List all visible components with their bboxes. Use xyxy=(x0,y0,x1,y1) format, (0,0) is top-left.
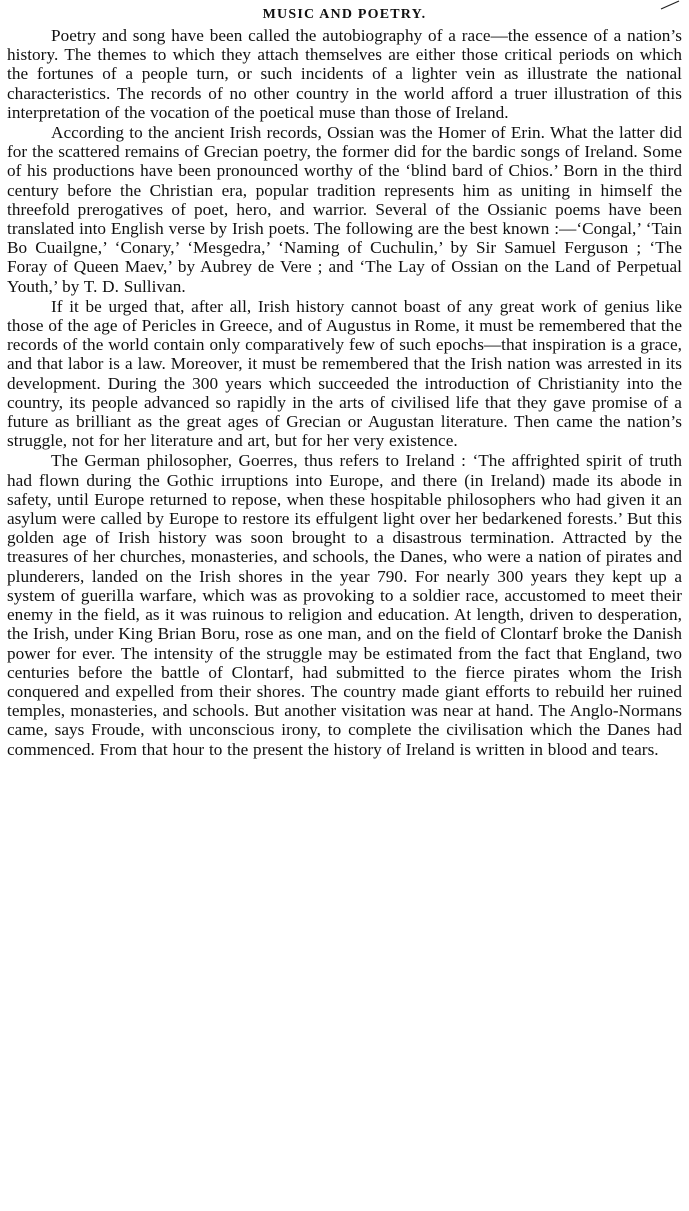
pencil-mark-icon xyxy=(659,0,681,10)
page-heading: MUSIC AND POETRY. xyxy=(262,7,427,22)
paragraph-1: Poetry and song have been called the autobiography of a race—the essence of a nation’s history. The themes to which they attach themselves are either those critical periods on which the fortunes of a people turn, or such incidents of a lighter vein as illustrate the national characteristics. The records of no other country in the world afford a truer illustration of this interpretation of the vocation of the poetical muse than those of Ireland. xyxy=(7,26,682,122)
paragraph-2: According to the ancient Irish records, Ossian was the Homer of Erin. What the latter did for the scattered remains of Grecian poetry, the former did for the bardic songs of Ireland. Some of his productions have been pronounced worthy of the ‘blind bard of Chios.’ Born in the third century before the Christian era, popular tradition represents him as uniting in himself the threefold prerogatives of poet, hero, and warrior. Several of the Ossianic poems have been translated into English verse by Irish poets. The following are the best known :—‘Congal,’ ‘Tain Bo Cuailgne,’ ‘Conary,’ ‘Mesgedra,’ ‘Naming of Cuchulin,’ by Sir Samuel Ferguson ; ‘The Foray of Queen Maev,’ by Aubrey de Vere ; and ‘The Lay of Ossian on the Land of Perpetual Youth,’ by T. D. Sullivan. xyxy=(7,123,682,296)
paragraph-4: The German philosopher, Goerres, thus refers to Ireland : ‘The affrighted spirit of truth had flown during the Gothic irruptions into Europe, and there (in Ireland) made its abode in safety, until Europe returned to repose, when these hospitable philosophers who had given it an asylum were called by Europe to restore its effulgent light over her bedarkened forests.’ But this golden age of Irish history was soon brought to a disastrous termination. Attracted by the treasures of her churches, monasteries, and schools, the Danes, who were a nation of pirates and plunderers, landed on the Irish shores in the year 790. For nearly 300 years they kept up a system of guerilla warfare, which was as provoking to a soldier race, accustomed to meet their enemy in the field, as it was ruinous to religion and education. At length, driven to desperation, the Irish, under King Brian Boru, rose as one man, and on the field of Clontarf broke the Danish power for ever. The intensity of the struggle may be estimated from the fact that England, two centuries before the battle of Clontarf, had submitted to the fierce pirates whom the Irish conquered and expelled from their shores. The country made giant efforts to rebuild her ruined temples, monasteries, and schools. But another visitation was near at hand. The Anglo-Normans came, says Froude, with unconscious irony, to complete the civilisation which the Danes had commenced. From that hour to the present the history of Ireland is written in blood and tears. xyxy=(7,451,682,759)
paragraph-3: If it be urged that, after all, Irish history cannot boast of any great work of genius like those of the age of Pericles in Greece, and of Augustus in Rome, it must be remembered that the records of the world contain only comparatively few of such epochs—that inspiration is a grace, and that labor is a law. Moreover, it must be remembered that the Irish nation was arrested in its development. During the 300 years which succeeded the introduction of Christianity into the country, its people advanced so rapidly in the arts of civilised life that they gave promise of a future as brilliant as the great ages of Grecian or Augustan literature. Then came the nation’s struggle, not for her literature and art, but for her very existence. xyxy=(7,296,682,451)
